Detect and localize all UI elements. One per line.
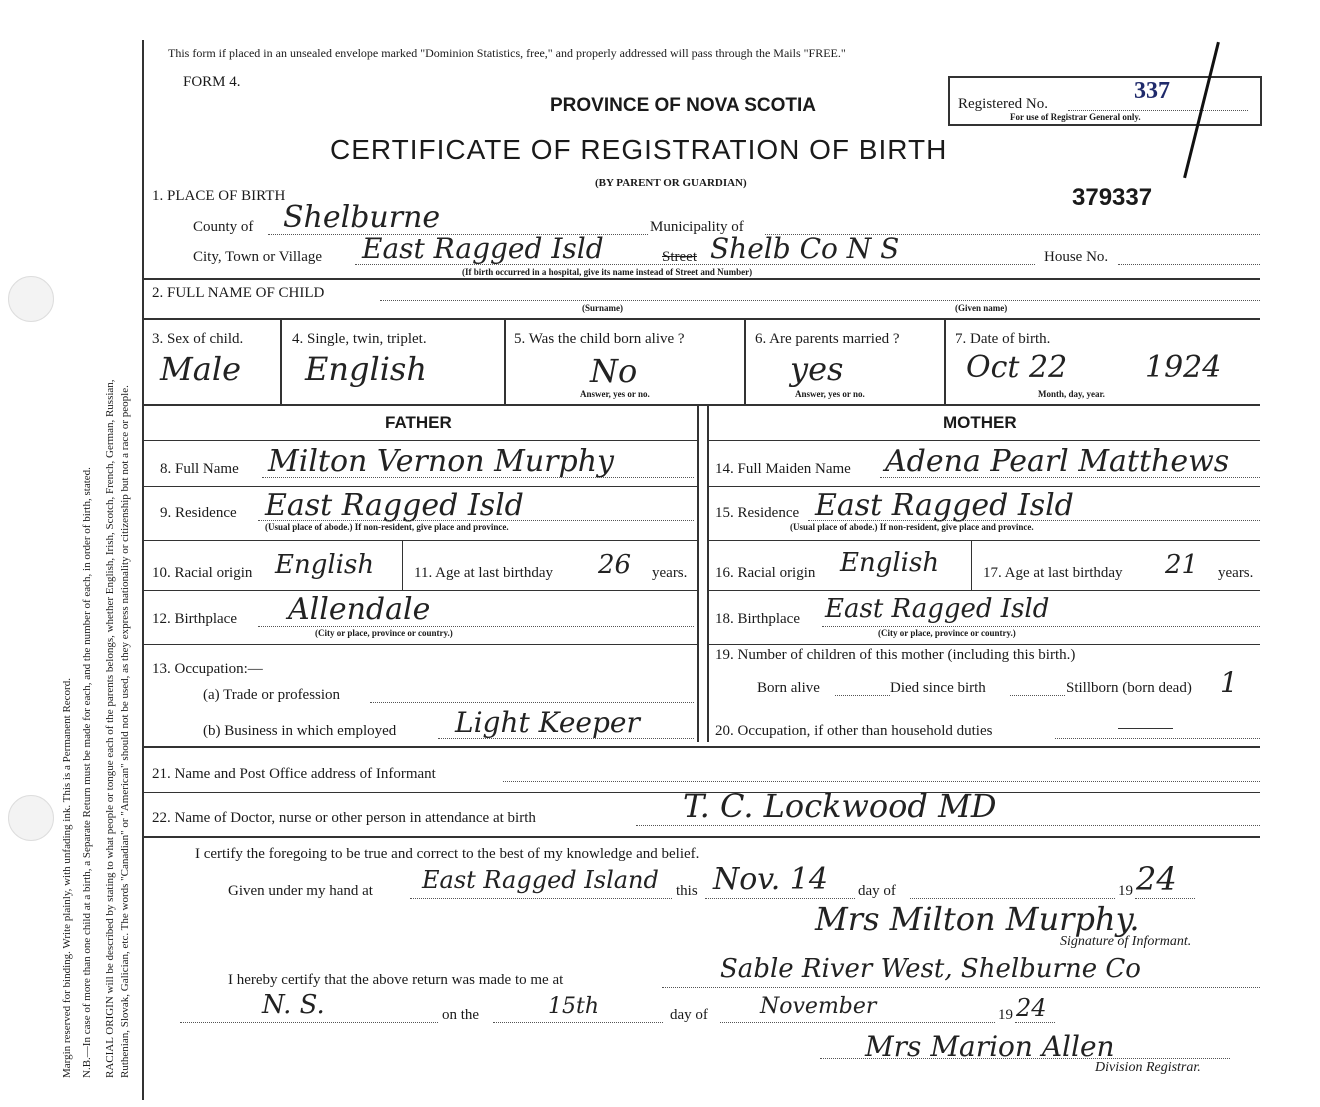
cell-divider: [944, 320, 946, 404]
born-alive-label: 5. Was the child born alive ?: [514, 331, 685, 347]
registrar-signature: Mrs Marion Allen: [865, 1030, 1115, 1063]
hospital-note: (If birth occurred in a hospital, give its name instead of Street and Number): [462, 267, 753, 277]
stillborn-count-value: 1: [1220, 666, 1238, 699]
rule: [142, 644, 698, 645]
rule: [142, 590, 698, 591]
rule: [142, 278, 1260, 280]
mother-age-value: 21: [1165, 550, 1199, 580]
mother-occupation-label: 20. Occupation, if other than household duties: [715, 723, 993, 739]
dotted-line: [1135, 898, 1195, 899]
dotted-line: [262, 477, 694, 478]
rule: [142, 746, 1260, 748]
street-value: Shelb Co N S: [710, 232, 900, 265]
certify-year-prefix: 19: [1118, 883, 1133, 899]
certify-text: I certify the foregoing to be true and correct to the best of my knowledge and belief.: [195, 846, 700, 862]
doctor-label: 22. Name of Doctor, nurse or other person in attendance at birth: [152, 810, 536, 826]
dotted-line: [180, 1022, 438, 1023]
father-residence-label: 9. Residence: [160, 505, 237, 521]
registrar-month-value: November: [760, 994, 877, 1019]
father-age-label: 11. Age at last birthday: [414, 565, 553, 581]
city-value: East Ragged Isld: [362, 232, 604, 265]
sex-value: Male: [160, 350, 242, 388]
top-note: This form if placed in an unsealed envelope marked "Dominion Statistics, free," and properly addressed will pass through the Mails "FREE.": [168, 46, 846, 60]
mother-name-label: 14. Full Maiden Name: [715, 461, 851, 477]
dash-mark: [1118, 728, 1173, 729]
street-label: Street: [662, 249, 697, 265]
surname-note: (Surname): [582, 303, 623, 313]
column-divider: [707, 404, 709, 742]
father-birthplace-label: 12. Birthplace: [152, 611, 237, 627]
rule: [707, 486, 1260, 487]
registrar-year-prefix: 19: [998, 1007, 1013, 1023]
registrar-day-of-label: day of: [670, 1007, 708, 1023]
informant-signature-label: Signature of Informant.: [1060, 934, 1192, 949]
this-label: this: [676, 883, 698, 899]
registrar-place-value-2: N. S.: [262, 990, 325, 1020]
certificate-subtitle: (BY PARENT OR GUARDIAN): [595, 177, 747, 189]
on-the-label: on the: [442, 1007, 480, 1023]
parents-married-note: Answer, yes or no.: [795, 389, 865, 399]
died-count-label: Died since birth: [890, 680, 986, 696]
father-age-value: 26: [598, 550, 632, 580]
father-name-value: Milton Vernon Murphy: [268, 444, 614, 479]
father-race-label: 10. Racial origin: [152, 565, 253, 581]
mother-residence-value: East Ragged Isld: [815, 488, 1074, 523]
father-residence-note: (Usual place of abode.) If non-resident, give place and province.: [265, 522, 509, 532]
father-birthplace-value: Allendale: [288, 592, 431, 627]
plurality-label: 4. Single, twin, triplet.: [292, 331, 427, 347]
business-label: (b) Business in which employed: [203, 723, 397, 739]
cell-divider: [280, 320, 282, 404]
county-label: County of: [193, 219, 254, 235]
rule: [707, 540, 1260, 541]
stillborn-count-label: Stillborn (born dead): [1066, 680, 1192, 696]
parents-married-label: 6. Are parents married ?: [755, 331, 900, 347]
mother-residence-label: 15. Residence: [715, 505, 800, 521]
dotted-line: [1010, 695, 1065, 696]
father-residence-value: East Ragged Isld: [265, 488, 524, 523]
dotted-line: [910, 898, 1115, 899]
house-number-label: House No.: [1044, 249, 1109, 265]
dob-month-day: Oct 22: [966, 350, 1068, 385]
sex-label: 3. Sex of child.: [152, 331, 244, 347]
father-heading: FATHER: [385, 413, 452, 432]
informant-signature: Mrs Milton Murphy.: [815, 900, 1140, 938]
dotted-line: [370, 702, 694, 703]
dotted-line: [410, 898, 672, 899]
informant-label: 21. Name and Post Office address of Informant: [152, 766, 436, 782]
sidebar-note-2: N.B.—In case of more than one child at a birth, a Separate Return must be made for each, and the number of each, in order of birth, stated.: [81, 467, 93, 1078]
dotted-line: [355, 264, 1035, 265]
certificate-number: 379337: [1072, 184, 1153, 211]
registrar-place-value: Sable River West, Shelburne Co: [720, 954, 1141, 984]
rule: [707, 644, 1260, 645]
dotted-line: [258, 626, 694, 627]
father-occupation-label: 13. Occupation:—: [152, 661, 263, 677]
rule: [142, 318, 1260, 320]
rule: [142, 486, 698, 487]
father-race-value: English: [275, 550, 375, 580]
mother-birthplace-value: East Ragged Isld: [825, 594, 1050, 624]
mother-name-value: Adena Pearl Matthews: [885, 444, 1230, 479]
mother-race-label: 16. Racial origin: [715, 565, 816, 581]
dotted-line: [820, 1058, 1230, 1059]
registered-number-label: Registered No.: [958, 96, 1048, 112]
dotted-line: [662, 987, 1260, 988]
father-age-unit: years.: [652, 565, 688, 581]
dotted-line: [1118, 264, 1260, 265]
rule: [707, 590, 1260, 591]
dob-note: Month, day, year.: [1038, 389, 1105, 399]
dotted-line: [503, 781, 1260, 782]
dotted-line: [1055, 738, 1260, 739]
dotted-line: [835, 695, 890, 696]
sidebar-note-4: Ruthenian, Slovak, Galician, etc. The words "Canadian" or "American" should not be used, as they express nationality or citizenship but not a race or people.: [119, 385, 131, 1078]
plurality-value: English: [305, 350, 427, 388]
dob-year: 1924: [1145, 350, 1222, 385]
given-place-value: East Ragged Island: [422, 866, 659, 894]
province-heading: PROVINCE OF NOVA SCOTIA: [550, 95, 817, 116]
rule: [142, 540, 698, 541]
day-of-label: day of: [858, 883, 896, 899]
mother-residence-note: (Usual place of abode.) If non-resident, give place and province.: [790, 522, 1034, 532]
rule: [142, 836, 1260, 838]
mother-birthplace-label: 18. Birthplace: [715, 611, 800, 627]
business-value: Light Keeper: [455, 706, 640, 739]
cell-divider: [402, 540, 403, 590]
form-number: FORM 4.: [183, 74, 241, 90]
given-under-label: Given under my hand at: [228, 883, 373, 899]
sidebar-note-1: Margin reserved for binding. Write plainly, with unfading ink. This is a Permanent Record.: [61, 678, 73, 1078]
father-name-label: 8. Full Name: [160, 461, 239, 477]
place-of-birth-heading: 1. PLACE OF BIRTH: [152, 188, 286, 204]
mother-heading: MOTHER: [943, 413, 1017, 432]
dotted-line: [636, 825, 1260, 826]
cell-divider: [744, 320, 746, 404]
registered-number-note: For use of Registrar General only.: [1010, 112, 1141, 122]
sidebar-note-3: RACIAL ORIGIN will be described by stating to what people or tongue each of the parents belongs, whether English, Irish, Scotch, French, German, Russian,: [104, 379, 116, 1078]
rule: [142, 404, 1260, 406]
dotted-line: [705, 898, 855, 899]
mother-birthplace-note: (City or place, province or country.): [878, 628, 1016, 638]
registered-number-value: 337: [1134, 78, 1170, 104]
registrar-year-suffix: 24: [1016, 994, 1047, 1022]
children-count-label: 19. Number of children of this mother (including this birth.): [715, 647, 1076, 663]
registered-number-box: [948, 76, 1262, 126]
dotted-line: [720, 1022, 995, 1023]
child-name-label: 2. FULL NAME OF CHILD: [152, 285, 325, 301]
mother-age-unit: years.: [1218, 565, 1254, 581]
dotted-line: [808, 520, 1260, 521]
certify-year-suffix: 24: [1136, 860, 1177, 898]
born-alive-count-label: Born alive: [757, 680, 820, 696]
rule: [142, 440, 698, 441]
mother-age-label: 17. Age at last birthday: [983, 565, 1123, 581]
column-divider: [697, 404, 699, 742]
dotted-line: [822, 626, 1260, 627]
registrar-title: Division Registrar.: [1095, 1060, 1201, 1075]
city-label: City, Town or Village: [193, 249, 323, 265]
cell-divider: [971, 540, 972, 590]
cell-divider: [504, 320, 506, 404]
given-date-value: Nov. 14: [713, 862, 828, 897]
parents-married-value: yes: [790, 350, 844, 388]
born-alive-note: Answer, yes or no.: [580, 389, 650, 399]
municipality-label: Municipality of: [650, 219, 744, 235]
certificate-title: CERTIFICATE OF REGISTRATION OF BIRTH: [330, 134, 948, 165]
dotted-line: [380, 300, 1260, 301]
dotted-line: [493, 1022, 663, 1023]
given-name-note: (Given name): [955, 303, 1008, 313]
punch-hole: [8, 276, 54, 322]
dob-label: 7. Date of birth.: [955, 331, 1051, 347]
dotted-line: [880, 477, 1260, 478]
dotted-line: [258, 520, 694, 521]
dotted-line: [1015, 1022, 1055, 1023]
mother-race-value: English: [840, 548, 940, 578]
registrar-day-value: 15th: [548, 994, 600, 1019]
margin-rule: [142, 40, 144, 1100]
registrar-text: I hereby certify that the above return was made to me at: [228, 972, 564, 988]
father-birthplace-note: (City or place, province or country.): [315, 628, 453, 638]
born-alive-value: No: [590, 352, 638, 390]
dotted-line: [438, 738, 694, 739]
county-value: Shelburne: [283, 200, 441, 235]
doctor-value: T. C. Lockwood MD: [683, 787, 997, 825]
rule: [707, 440, 1260, 441]
punch-hole: [8, 795, 54, 841]
dotted-line: [1068, 110, 1248, 111]
trade-label: (a) Trade or profession: [203, 687, 341, 703]
